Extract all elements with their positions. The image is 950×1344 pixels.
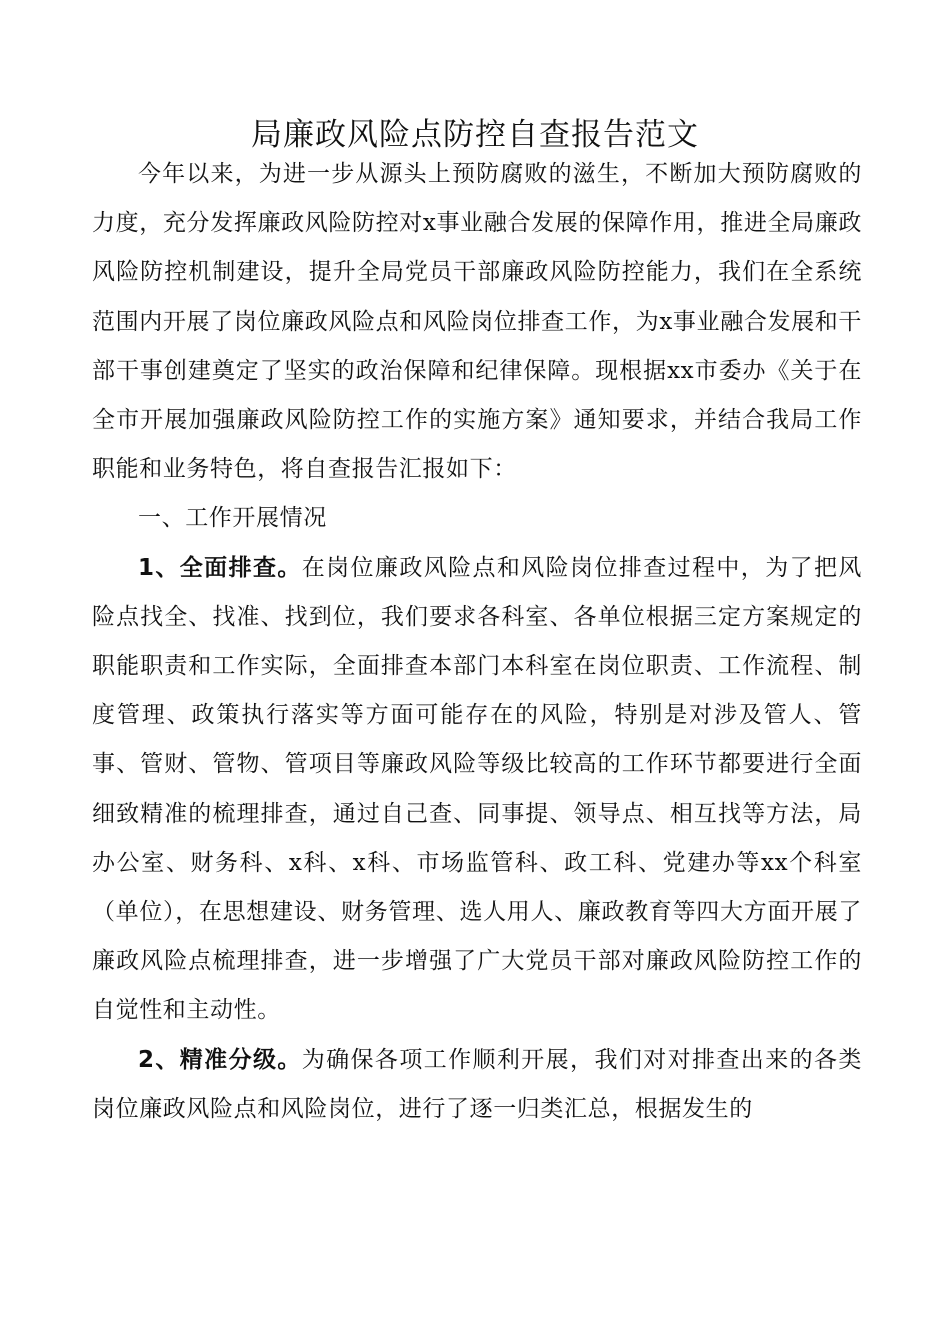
item-1-text: 在岗位廉政风险点和风险岗位排查过程中，为了把风险点找全、找准、找到位，我们要求各科室、各单位根据三定方案规定的职能职责和工作实际，全面排查本部门本科室在岗位职责、工作流程、制度管理、政策执行落实等方面可能存在的风险，特别是对涉及管人、管事、管财、管物、管项目等廉政风险等级比较高的工作环节都要进行全面细致精准的梳理排查，通过自己查、同事提、领导点、相互找等方法，局办公室、财务科、x科、x科、市场监管科、政工科、党建办等xx个科室（单位），在思想建设、财务管理、选人用人、廉政教育等四大方面开展了廉政风险点梳理排查，进一步增强了广大党员干部对廉政风险防控工作的自觉性和主动性。 (92, 554, 862, 1024)
item-2-text: 为确保各项工作顺利开展，我们对对排查出来的各类岗位廉政风险点和风险岗位，进行了逐一归类汇总，根据发生的 (92, 1046, 862, 1122)
document-body (92, 150, 862, 1134)
document-title: 局廉政风险点防控自查报告范文 (251, 117, 699, 153)
item-2-lead: 2、精准分级。 (138, 1046, 302, 1073)
item-1-lead: 1、全面排查。 (138, 554, 302, 581)
item-1-paragraph (92, 544, 862, 1036)
item-2-paragraph (92, 1036, 862, 1134)
intro-paragraph: 今年以来，为进一步从源头上预防腐败的滋生，不断加大预防腐败的力度，充分发挥廉政风险防控对x事业融合发展的保障作用，推进全局廉政风险防控机制建设，提升全局党员干部廉政风险防控能力，我们在全系统范围内开展了岗位廉政风险点和风险岗位排查工作，为x事业融合发展和干部干事创建奠定了坚实的政治保障和纪律保障。现根据xx市委办《关于在全市开展加强廉政风险防控工作的实施方案》通知要求，并结合我局工作职能和业务特色，将自查报告汇报如下： (92, 161, 862, 483)
section-heading-1: 一、工作开展情况 (138, 505, 327, 532)
